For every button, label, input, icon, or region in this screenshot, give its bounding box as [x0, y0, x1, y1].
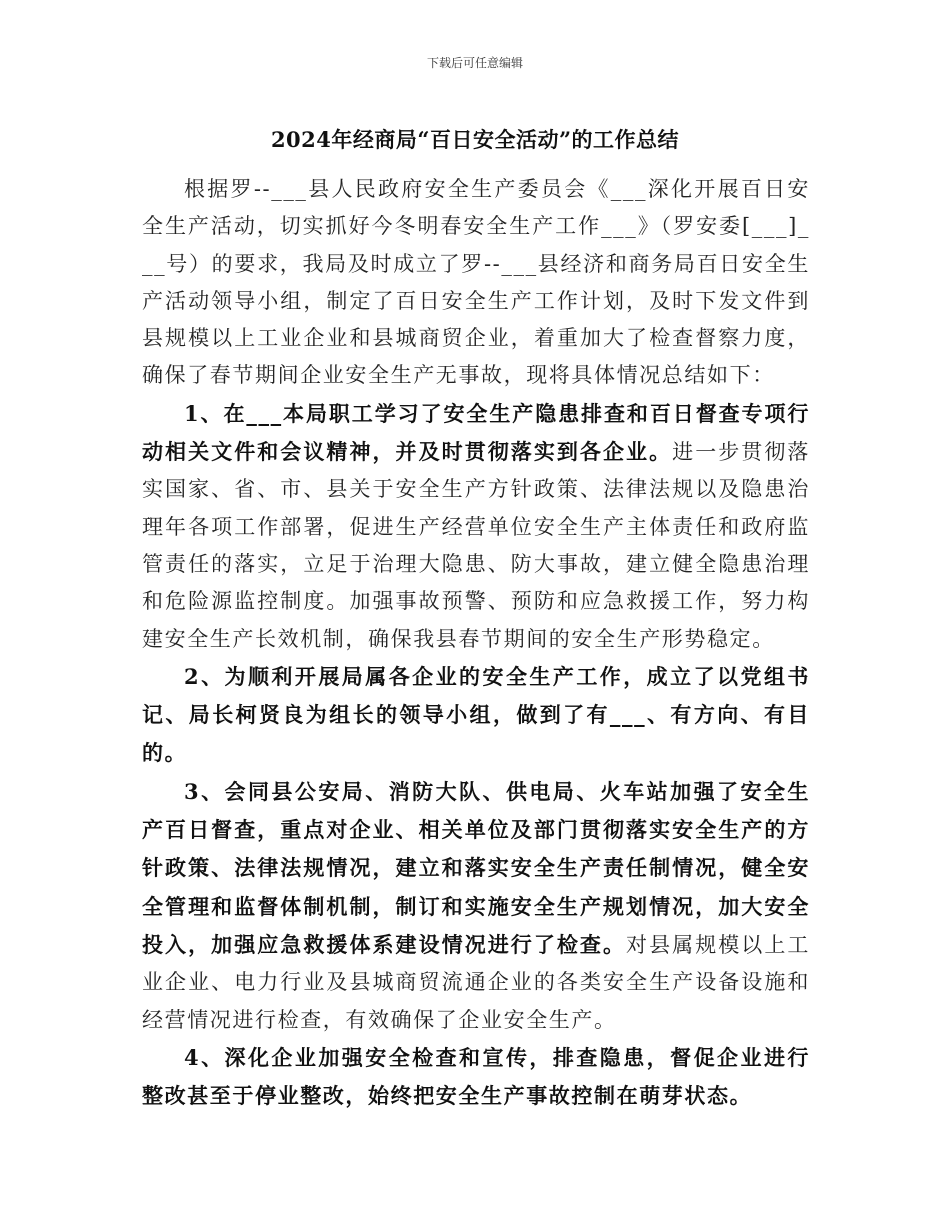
paragraph-item-4 — [142, 1039, 810, 1116]
document-title: 2024年经商局“百日安全活动”的工作总结 — [270, 127, 680, 152]
paragraph-bold-text: 1、在___本局职工学习了安全生产隐患排查和百日督查专项行动相关文件和会议精神，并及时贯彻落实到各企业。 — [142, 400, 810, 465]
document-body — [142, 170, 810, 1115]
paragraph-text: 进一步贯彻落实国家、省、市、县关于安全生产方针政策、法律法规以及隐患治理年各项工作部署，促进生产经营单位安全生产主体责任和政府监管责任的落实，立足于治理大隐患、防大事故，建立健全隐患治理和危险源监控制度。加强事故预警、预防和应急救援工作，努力构建安全生产长效机制，确保我县春节期间的安全生产形势稳定。 — [142, 440, 810, 651]
paragraph-bold-text: 2、为顺利开展局属各企业的安全生产工作，成立了以党组书记、局长柯贤良为组长的领导小组，做到了有___、有方向、有目的。 — [142, 663, 810, 766]
paragraph-bold-text: 4、深化企业加强安全检查和宣传，排查隐患，督促企业进行整改甚至于停业整改，始终把安全生产事故控制在萌芽状态。 — [142, 1044, 810, 1109]
paragraph-item-3 — [142, 773, 810, 1039]
paragraph-bold-text: 3、会同县公安局、消防大队、供电局、火车站加强了安全生产百日督查，重点对企业、相关单位及部门贯彻落实安全生产的方针政策、法律法规情况，建立和落实安全生产责任制情况，健全安全管理和监督体制机制，制订和实施安全生产规划情况，加大安全投入，加强应急救援体系建设情况进行了检查。 — [142, 778, 810, 957]
paragraph-item-2 — [142, 658, 810, 773]
paragraph-text: 对县属规模以上工业企业、电力行业及县城商贸流通企业的各类安全生产设备设施和经营情况进行检查，有效确保了企业安全生产。 — [142, 932, 810, 1032]
paragraph-item-1 — [142, 395, 810, 658]
paragraph-intro — [142, 170, 810, 395]
paragraph-text: 根据罗--___县人民政府安全生产委员会《___深化开展百日安全生产活动，切实抓好今冬明春安全生产工作___》（罗安委[___]___号）的要求，我局及时成立了罗--___县经济和商务局百日安全生产活动领导小组，制定了百日安全生产工作计划，及时下发文件到县规模以上工业企业和县城商贸企业，着重加大了检查督察力度，确保了春节期间企业安全生产无事故，现将具体情况总结如下： — [142, 177, 810, 388]
header-note: 下载后可任意编辑 — [426, 56, 523, 70]
